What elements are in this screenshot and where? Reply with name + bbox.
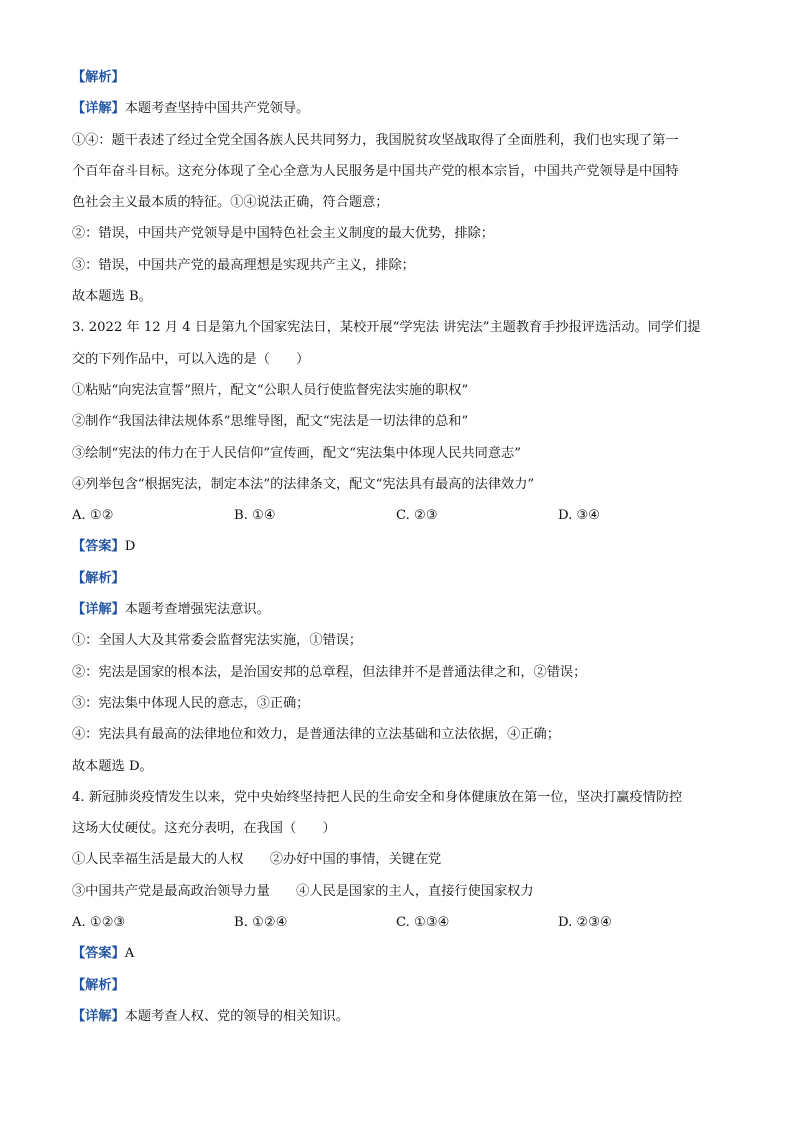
- q3-option-a: A. ①②: [72, 508, 114, 524]
- q3-option-d: D. ③④: [558, 508, 601, 524]
- line-text: D: [124, 539, 136, 555]
- line-text: ②：错误，中国共产党领导是中国特色社会主义制度的最大优势，排除；: [72, 226, 494, 242]
- q4-option-c: C. ①③④: [396, 915, 450, 931]
- section-tag: 【详解】: [72, 1008, 125, 1024]
- text-line: [72, 469, 722, 500]
- text-line: [72, 531, 722, 562]
- line-text: ①④：题干表述了经过全党全国各族人民共同努力，我国脱贫攻坚战取得了全面胜利，我们也实现了第一: [72, 132, 679, 148]
- section-tag: 【详解】: [72, 602, 125, 618]
- text-line: [72, 344, 722, 375]
- line-text: ④列举包含“根据宪法，制定本法”的法律条文，配文“宪法具有最高的法律效力”: [72, 476, 535, 492]
- line-text: A: [124, 946, 135, 962]
- line-text: 交的下列作品中，可以入选的是（ ）: [72, 351, 310, 367]
- line-text: 本题考查增强宪法意识。: [124, 602, 270, 618]
- q4-options: [72, 907, 722, 938]
- line-text: 色社会主义最本质的特征。①④说法正确，符合题意；: [72, 195, 389, 211]
- text-line: [72, 406, 722, 437]
- section-tag: 【解析】: [72, 977, 125, 993]
- text-line: [72, 594, 722, 625]
- text-line: [72, 844, 722, 875]
- text-line: [72, 218, 722, 249]
- text-line: [72, 156, 722, 187]
- line-text: ③绘制“宪法的伟力在于人民信仰”宣传画，配文“宪法集中体现人民共同意志”: [72, 445, 521, 461]
- q3-options: [72, 500, 722, 531]
- text-line: [72, 719, 722, 750]
- line-text: 故本题选 B。: [72, 289, 152, 305]
- text-line: [72, 250, 722, 281]
- line-text: ②制作“我国法律法规体系”思维导图，配文“宪法是一切法律的总和”: [72, 414, 469, 430]
- q4-option-a: A. ①②③: [72, 915, 126, 931]
- line-text: ①人民幸福生活是最大的人权 ②办好中国的事情，关键在党: [72, 852, 442, 868]
- text-line: [72, 970, 722, 1001]
- text-line: [72, 813, 722, 844]
- document-page: [72, 62, 722, 1032]
- text-line: [72, 876, 722, 907]
- line-text: 本题考查坚持中国共产党领导。: [124, 101, 310, 117]
- q4-option-b: B. ①②④: [234, 915, 288, 931]
- line-text: ①粘贴“向宪法宣誓”照片，配文“公职人员行使监督宪法实施的职权”: [72, 382, 469, 398]
- section-tag: 【详解】: [72, 101, 125, 117]
- text-block-2: [72, 531, 722, 907]
- text-line: [72, 751, 722, 782]
- text-line: [72, 438, 722, 469]
- section-tag: 【解析】: [72, 70, 125, 85]
- text-line: [72, 688, 722, 719]
- line-text: 故本题选 D。: [72, 758, 153, 774]
- q4-option-d: D. ②③④: [558, 915, 612, 931]
- text-line: [72, 563, 722, 594]
- text-line: [72, 187, 722, 218]
- line-text: 本题考查人权、党的领导的相关知识。: [124, 1008, 349, 1024]
- section-tag: 【答案】: [72, 946, 125, 962]
- line-text: 个百年奋斗目标。这充分体现了全心全意为人民服务是中国共产党的根本宗旨，中国共产党领导是中国特: [72, 163, 679, 179]
- line-text: 4. 新冠肺炎疫情发生以来，党中央始终坚持把人民的生命安全和身体健康放在第一位，坚决打赢疫情防控: [72, 789, 683, 805]
- line-text: ④：宪法具有最高的法律地位和效力，是普通法律的立法基础和立法依据，④正确；: [72, 727, 560, 743]
- text-line: [72, 1001, 722, 1032]
- line-text: ③：宪法集中体现人民的意志，③正确；: [72, 695, 310, 711]
- section-tag: 【解析】: [72, 570, 125, 586]
- text-line: [72, 93, 722, 124]
- q3-option-b: B. ①④: [234, 508, 276, 524]
- line-text: ③：错误，中国共产党的最高理想是实现共产主义，排除；: [72, 257, 415, 273]
- line-text: ③中国共产党是最高政治领导力量 ④人民是国家的主人，直接行使国家权力: [72, 883, 534, 899]
- text-line: [72, 281, 722, 312]
- line-text: ②：宪法是国家的根本法，是治国安邦的总章程，但法律并不是普通法律之和，②错误；: [72, 664, 587, 680]
- line-text: ①：全国人大及其常委会监督宪法实施，①错误；: [72, 633, 363, 649]
- text-line: [72, 782, 722, 813]
- text-line: [72, 625, 722, 656]
- text-line: [72, 62, 722, 93]
- text-block-3: [72, 938, 722, 1032]
- text-line: [72, 312, 722, 343]
- text-line: [72, 125, 722, 156]
- section-tag: 【答案】: [72, 539, 125, 555]
- q3-option-c: C. ②③: [396, 508, 438, 524]
- text-line: [72, 657, 722, 688]
- text-line: [72, 375, 722, 406]
- text-line: [72, 938, 722, 969]
- line-text: 这场大仗硬仗。这充分表明，在我国（ ）: [72, 821, 336, 837]
- line-text: 3. 2022 年 12 月 4 日是第九个国家宪法日，某校开展“学宪法 讲宪法”主题教育手抄报评选活动。同学们提: [72, 320, 701, 336]
- text-block-1: [72, 62, 722, 500]
